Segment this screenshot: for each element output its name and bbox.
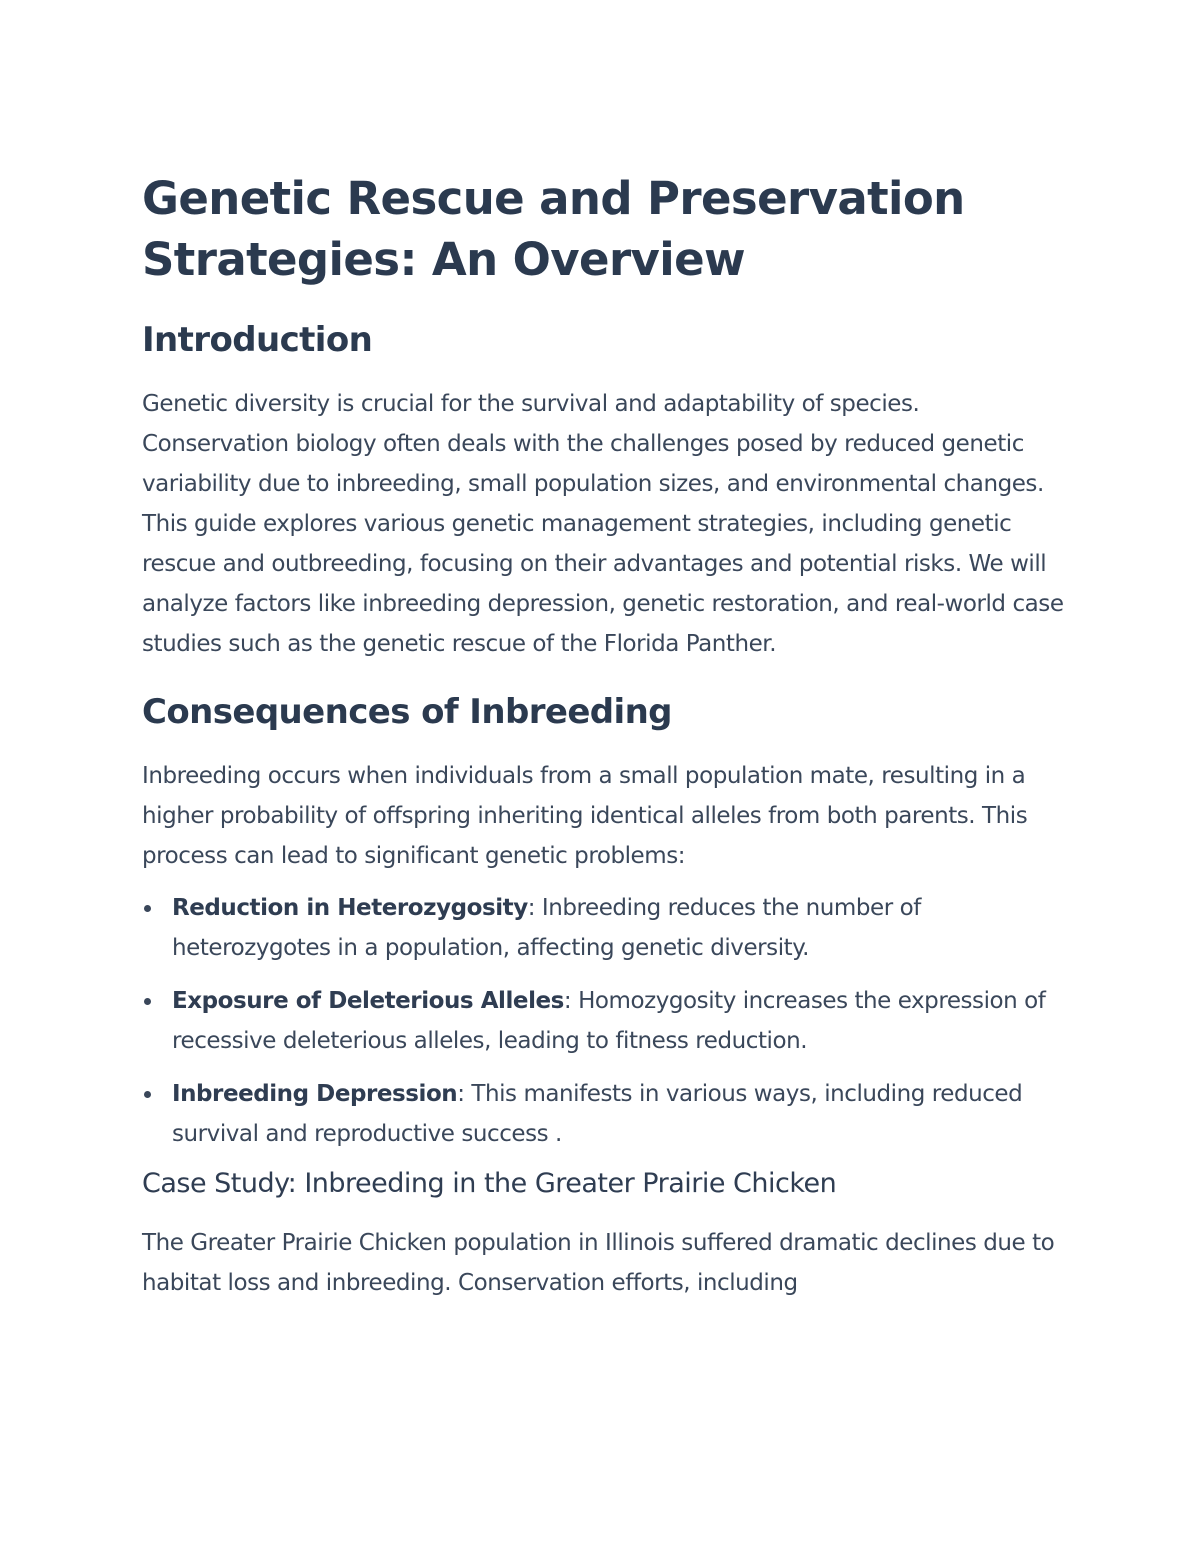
bullet-icon	[144, 998, 151, 1005]
introduction-heading: Introduction	[142, 320, 373, 360]
list-item-text: : Inbreeding reduces the number of heterozygotes in a population, affecting genetic diversity.	[172, 895, 921, 961]
consequences-paragraph: Inbreeding occurs when individuals from a small population mate, resulting in a higher probability of offspring inheriting identical alleles from both parents. This process can lead to significant genetic problems:	[142, 763, 1028, 869]
document-page	[142, 168, 1072, 1303]
document-title: Genetic Rescue and Preservation Strategies: An Overview	[142, 172, 965, 286]
list-item-term: Reduction in Heterozygosity	[172, 895, 528, 921]
case-study-paragraph: The Greater Prairie Chicken population in Illinois suffered dramatic declines due to habitat loss and inbreeding. Conservation efforts, including	[142, 1230, 1055, 1296]
list-item	[142, 981, 1072, 1061]
list-item	[142, 1074, 1072, 1154]
bullet-icon	[144, 905, 151, 912]
case-study-heading: Case Study: Inbreeding in the Greater Prairie Chicken	[142, 1168, 837, 1199]
consequences-list	[142, 888, 1072, 1154]
list-item-term: Exposure of Deleterious Alleles	[172, 988, 564, 1014]
list-item	[142, 888, 1072, 968]
list-item-text: : This manifests in various ways, including reduced survival and reproductive success .	[172, 1081, 1023, 1147]
list-item-term: Inbreeding Depression	[172, 1081, 458, 1107]
bullet-icon	[144, 1091, 151, 1098]
list-item-text: : Homozygosity increases the expression of recessive deleterious alleles, leading to fitness reduction.	[172, 988, 1046, 1054]
introduction-paragraph: Genetic diversity is crucial for the survival and adaptability of species. Conservation biology often deals with the challenges posed by reduced genetic variability due to inbreeding, small population sizes, and environmental changes. This guide explores various genetic management strategies, including genetic rescue and outbreeding, focusing on their advantages and potential risks. We will analyze factors like inbreeding depression, genetic restoration, and real-world case studies such as the genetic rescue of the Florida Panther.	[142, 391, 1064, 657]
consequences-heading: Consequences of Inbreeding	[142, 692, 672, 732]
